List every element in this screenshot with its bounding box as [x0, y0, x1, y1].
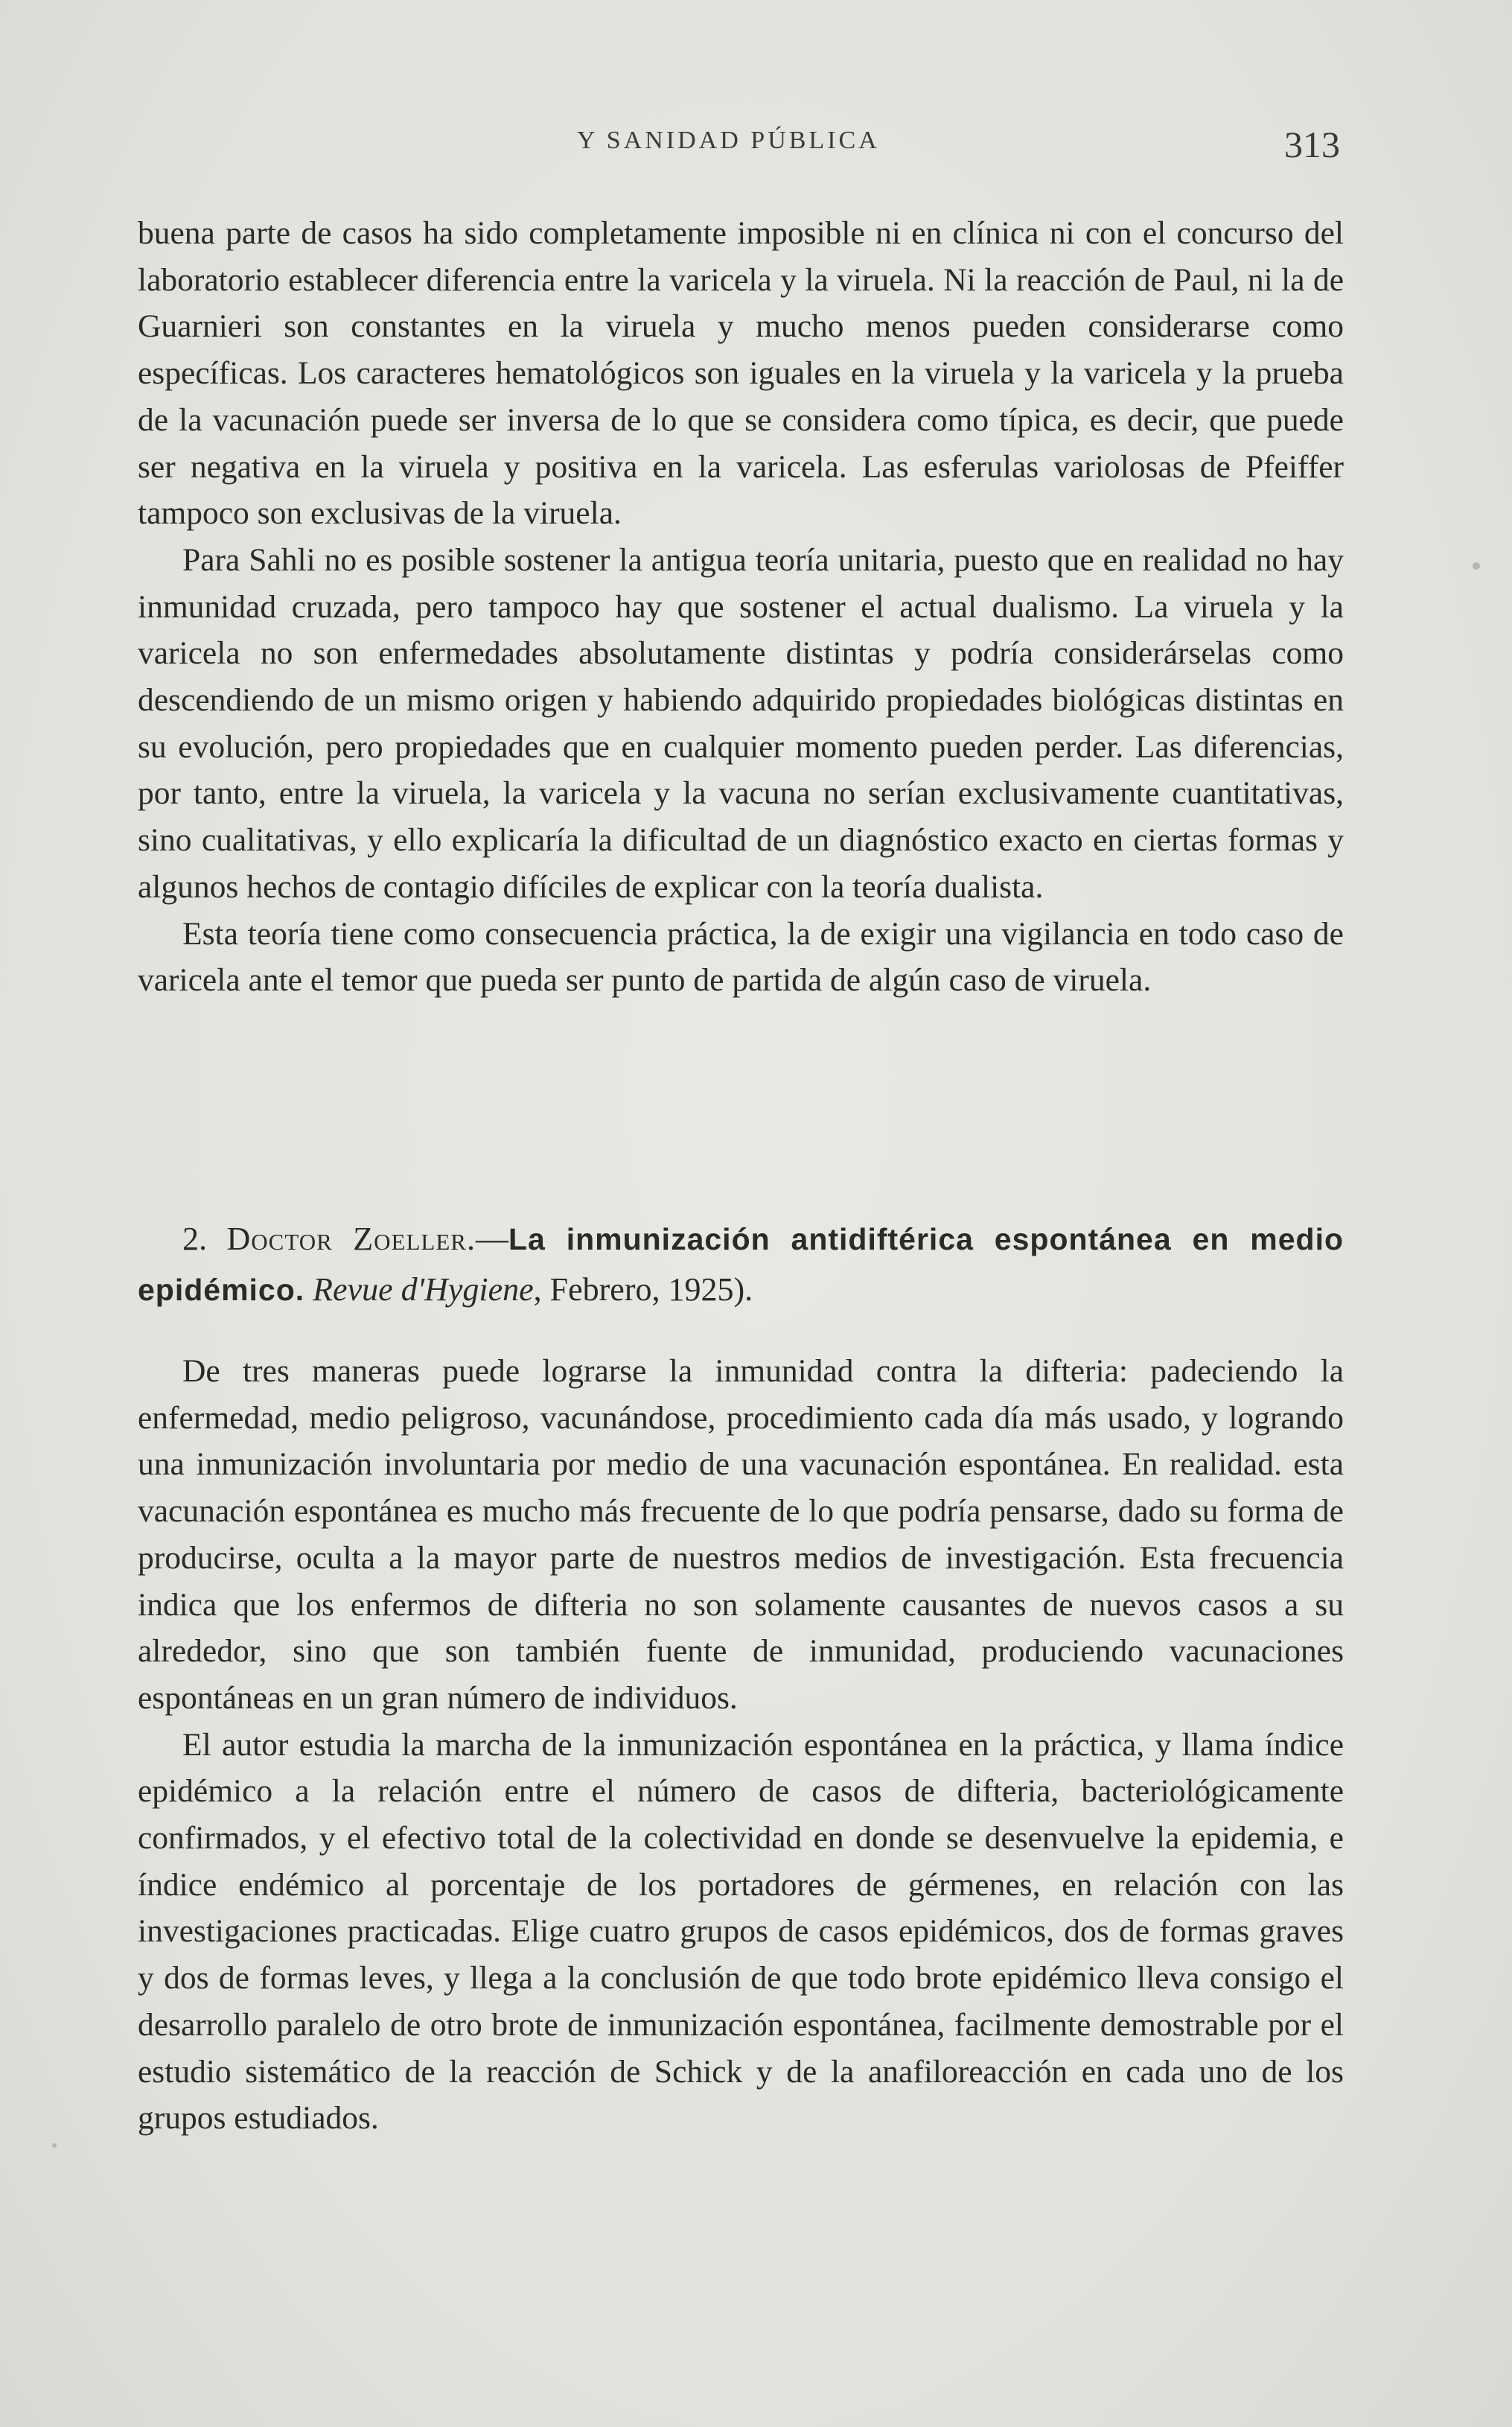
article-heading [138, 1214, 1344, 1315]
paper-speck [52, 2143, 57, 2148]
article-number: 2. [182, 1221, 207, 1257]
section-2-body [138, 1348, 1344, 2142]
running-head: Y SANIDAD PÚBLICA [577, 127, 880, 154]
paragraph-sahli: Para Sahli no es posible sostener la antigua teoría unitaria, puesto que en realidad no hay inmunidad cruzada, pero tampoco hay que sostener el actual dualismo. La viruela y la varicela no son enfermedades absolutamente distintas y podría considerárselas como descendiendo de un mismo origen y habiendo adquirido propiedades biológicas distintas en su evolución, pero propiedades que en cualquier momento pueden perder. Las diferencias, por tanto, entre la viruela, la varicela y la vacuna no serían exclusivamente cuantitativas, sino cualitativas, y ello explicaría la dificultad de un diagnóstico exacto en ciertas formas y algunos hechos de contagio difíciles de explicar con la teoría dualista. [138, 541, 1344, 905]
paragraph-author-study: El autor estudia la marcha de la inmunización espontánea en la práctica, y llama índice epidémico a la relación entre el número de casos de difteria, bacteriológicamente confirmados, y el efectivo total de la colectividad en donde se desenvuelve la epidemia, e índice endémico al porcentaje de los portadores de gérmenes, en relación con las investigaciones practicadas. Elige cuatro grupos de casos epidémicos, dos de formas graves y dos de formas leves, y llega a la conclusión de que todo brote epidémico lleva consigo el desarrollo paralelo de otro brote de inmunización espontánea, facilmente demostrable por el estudio sistemático de la reacción de Schick y de la anafiloreacción en cada uno de los grupos estudiados. [138, 1726, 1344, 2137]
section-1-body [138, 210, 1344, 1004]
paper-speck [1473, 562, 1480, 570]
paragraph-consequence: Esta teoría tiene como consecuencia práctica, la de exigir una vigilancia en todo caso de varicela ante el temor que pueda ser punto de partida de algún caso de viruela. [138, 915, 1344, 999]
heading-dash: — [475, 1221, 508, 1257]
article-title: La inmunización antidiftérica espontánea en medio epidémico. [138, 1222, 1344, 1307]
page-number: 313 [1284, 124, 1340, 165]
journal-name: Revue d'Hygiene [313, 1271, 534, 1308]
paragraph-continued: buena parte de casos ha sido completamente imposible ni en clínica ni con el concurso del laboratorio establecer diferencia entre la varicela y la viruela. Ni la reacción de Paul, ni la de Guarnieri son constantes en la viruela y mucho menos pueden considerarse como específicas. Los caracteres hematológicos son iguales en la viruela y la varicela y la prueba de la vacunación puede ser inversa de lo que se considera como típica, es decir, que puede ser negativa en la viruela y positiva en la varicela. Las esferulas variolosas de Pfeiffer tampoco son exclusivas de la viruela. [138, 215, 1344, 532]
journal-date: , Febrero, 1925). [533, 1271, 753, 1308]
article-author: Doctor Zoeller. [226, 1221, 476, 1257]
paragraph-immunity: De tres maneras puede lograrse la inmunidad contra la difteria: padeciendo la enfermedad, medio peligroso, vacunándose, procedimiento cada día más usado, y logrando una inmunización involuntaria por medio de una vacunación espontánea. En realidad. esta vacunación espontánea es mucho más frecuente de lo que podría pensarse, dado su forma de producirse, oculta a la mayor parte de nuestros medios de investigación. Esta frecuencia indica que los enfermos de difteria no son solamente causantes de nuevos casos a su alrededor, sino que son también fuente de inmunidad, produciendo vacunaciones espontáneas en un gran número de individuos. [138, 1353, 1344, 1716]
